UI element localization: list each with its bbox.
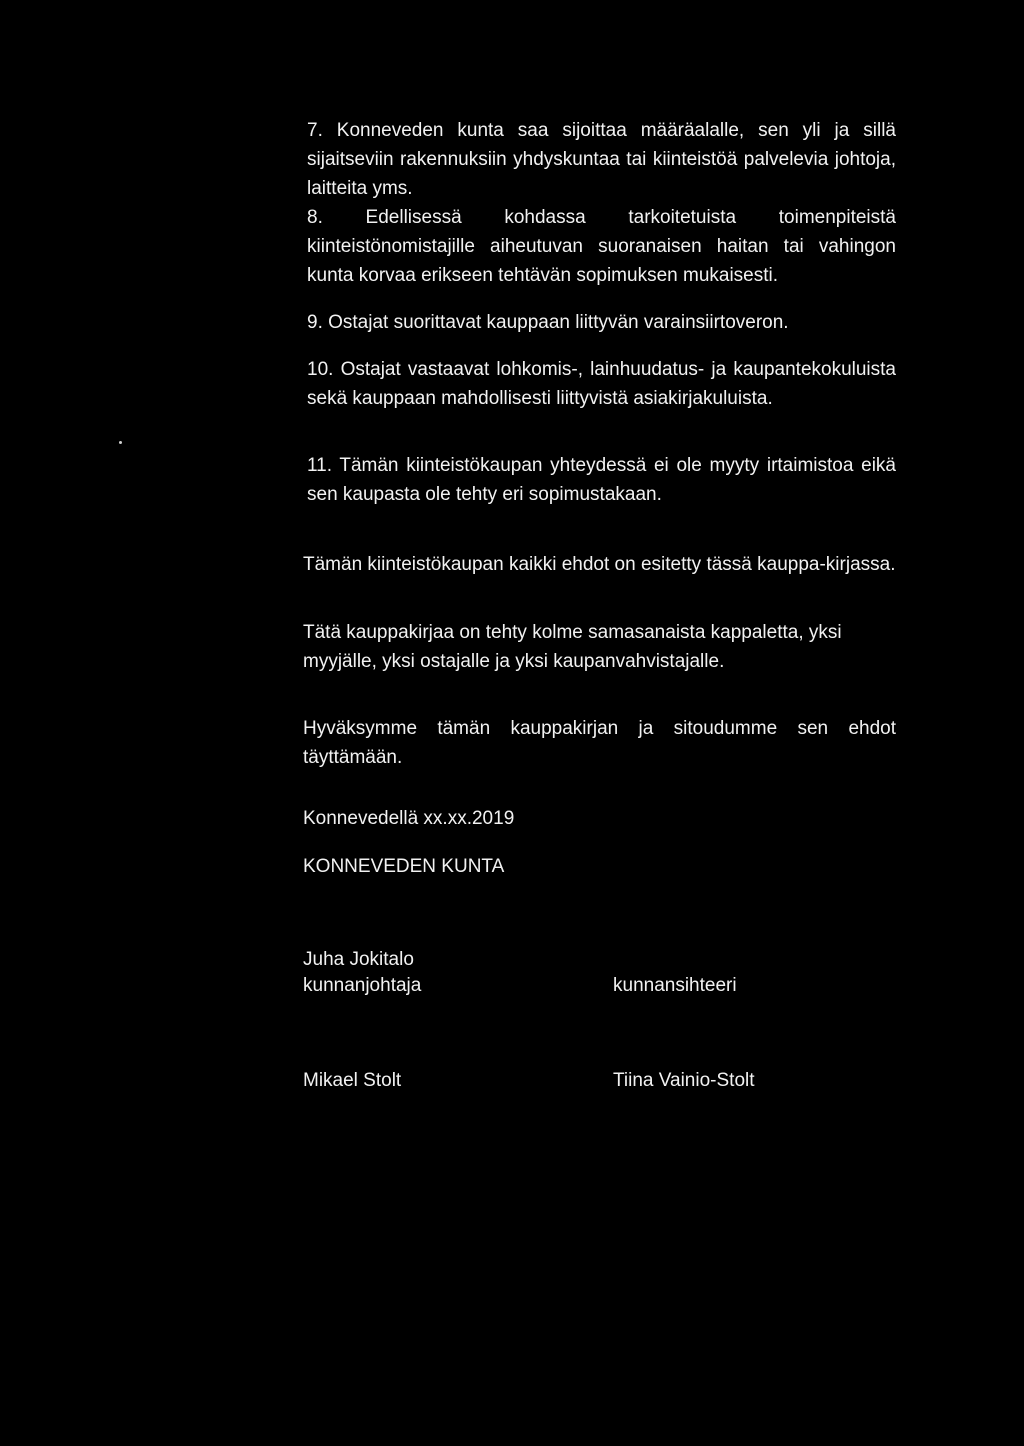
clause-8: 8. Edellisessä kohdassa tarkoitetuista toimenpiteistä kiinteistönomistajille aiheutuvan suoranaisen haitan tai vahingon kunta korvaa erikseen tehtävän sopimuksen mukaisesti. [307,207,896,286]
clause-7: 7. Konneveden kunta saa sijoittaa määräalalle, sen yli ja sillä sijaitseviin rakennuksiin yhdyskuntaa tai kiinteistöä palvelevia johtoja, laitteita yms. [307,120,896,199]
seller-name: KONNEVEDEN KUNTA [303,856,505,877]
clause-10: 10. Ostajat vastaavat lohkomis-, lainhuudatus- ja kaupantekokuluista sekä kauppaan mahdollisesti liittyvistä asiakirjakuluista. [307,359,896,409]
place-date: Konnevedellä xx.xx.2019 [303,808,515,829]
statement-copies: Tätä kauppakirjaa on tehty kolme samasanaista kappaletta, yksi myyjälle, yksi ostajalle ja yksi kaupanvahvistajalle. [303,622,842,672]
signatory-right-title: kunnansihteeri [613,975,737,996]
signatory-left-name: Juha Jokitalo [303,949,414,970]
statement-all-terms: Tämän kiinteistökaupan kaikki ehdot on esitetty tässä kauppa-kirjassa. [303,554,896,575]
buyer-right-name: Tiina Vainio-Stolt [613,1070,755,1091]
signatory-left-title: kunnanjohtaja [303,975,422,996]
clause-11: 11. Tämän kiinteistökaupan yhteydessä ei ole myyty irtaimistoa eikä sen kaupasta ole tehty eri sopimustakaan. [307,455,896,505]
clause-9: 9. Ostajat suorittavat kauppaan liittyvän varainsiirtoveron. [307,312,789,333]
buyer-left-name: Mikael Stolt [303,1070,402,1091]
statement-acceptance: Hyväksymme tämän kauppakirjan ja sitoudumme sen ehdot täyttämään. [303,718,896,768]
stray-dot-mark [119,441,122,444]
